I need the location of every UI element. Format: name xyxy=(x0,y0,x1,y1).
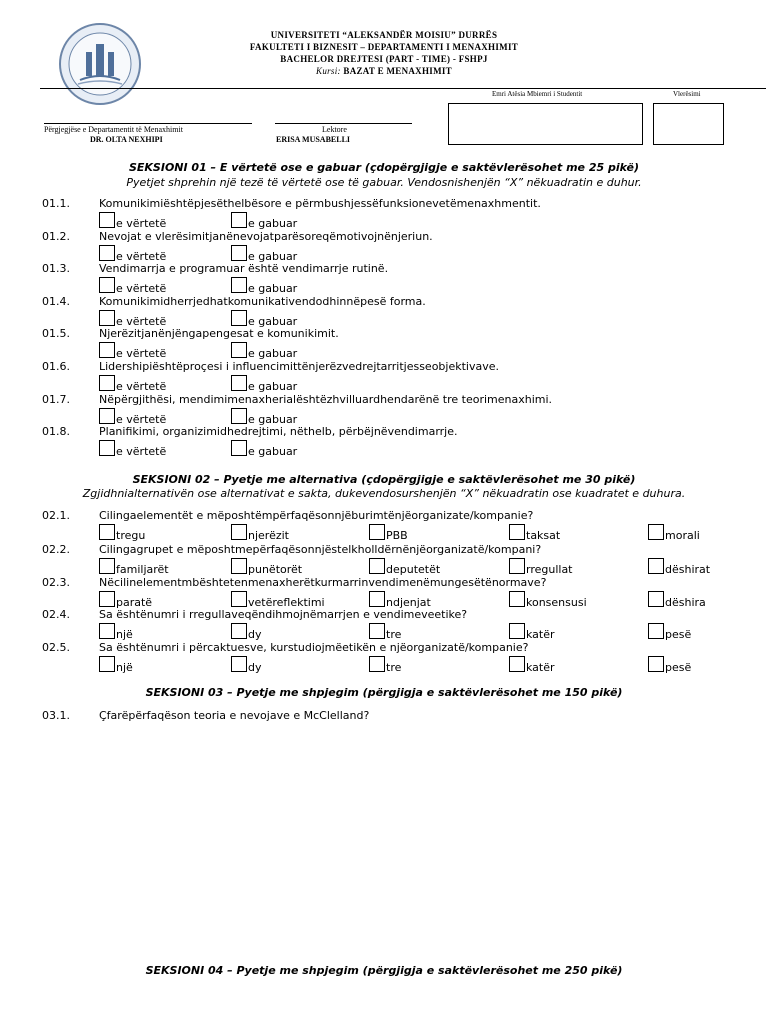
answer-options xyxy=(0,245,768,263)
checkbox[interactable] xyxy=(648,623,664,639)
section2-instructions: Zgjidhnialternativën ose alternativat e sakta, dukevendosurshenjën “X” nëkuadratin ose kuadratet e duhura. xyxy=(82,487,686,500)
option-label: dëshirat xyxy=(665,563,711,576)
answer-option[interactable] xyxy=(231,623,262,639)
question-text: Cilingaelementët e mëposhtëmpërfaqësonnjëburimtënjëorganizate/kompanie? xyxy=(99,509,534,522)
option-false[interactable] xyxy=(231,212,297,228)
university-name: UNIVERSITETI “ALEKSANDËR MOISIU” DURRËS xyxy=(270,30,498,40)
answer-option[interactable] xyxy=(99,524,145,540)
option-false[interactable] xyxy=(231,408,297,424)
checkbox[interactable] xyxy=(99,440,115,456)
option-label: dy xyxy=(248,628,262,641)
option-label: një xyxy=(116,661,133,674)
answer-options xyxy=(0,440,768,458)
checkbox[interactable] xyxy=(99,623,115,639)
checkbox[interactable] xyxy=(509,591,525,607)
answer-option[interactable] xyxy=(231,591,325,607)
option-label: pesë xyxy=(665,661,692,674)
option-label: vetëreflektimi xyxy=(248,596,325,609)
course-name: BAZAT E MENAXHIMIT xyxy=(343,66,452,76)
answer-options xyxy=(0,408,768,426)
question-number: 02.4. xyxy=(42,608,70,621)
checkbox[interactable] xyxy=(99,558,115,574)
checkbox[interactable] xyxy=(231,342,247,358)
option-label: e gabuar xyxy=(248,413,298,426)
option-label: e vërtetë xyxy=(116,217,167,230)
option-label: konsensusi xyxy=(526,596,587,609)
option-label: e vërtetë xyxy=(116,380,167,393)
answer-option[interactable] xyxy=(99,591,152,607)
checkbox[interactable] xyxy=(231,277,247,293)
option-label: e gabuar xyxy=(248,347,298,360)
section3-title: SEKSIONI 03 – Pyetje me shpjegim (përgjigja e saktëvlerësohet me 150 pikë) xyxy=(145,686,623,699)
option-label: e vërtetë xyxy=(116,445,167,458)
course-label: Kursi: xyxy=(316,66,341,76)
option-label: katër xyxy=(526,628,555,641)
checkbox[interactable] xyxy=(99,212,115,228)
answer-option[interactable] xyxy=(648,623,691,639)
question-number: 02.1. xyxy=(42,509,70,522)
answer-option[interactable] xyxy=(369,558,440,574)
option-label: dy xyxy=(248,661,262,674)
faculty-name: FAKULTETI I BIZNESIT – DEPARTAMENTI I MENAXHIMIT xyxy=(249,42,519,52)
question-text: Nëcilinelementmbështetenmenaxherëtkurmarrinvendimenëmungesëtënormave? xyxy=(99,576,547,589)
option-true[interactable] xyxy=(99,277,166,293)
option-label: njerëzit xyxy=(248,529,289,542)
question-number: 02.5. xyxy=(42,641,70,654)
checkbox[interactable] xyxy=(231,212,247,228)
answer-option[interactable] xyxy=(648,591,706,607)
answer-option[interactable] xyxy=(509,623,555,639)
checkbox[interactable] xyxy=(99,408,115,424)
question-number: 01.8. xyxy=(42,425,70,438)
checkbox[interactable] xyxy=(99,277,115,293)
option-label: e vërtetë xyxy=(116,250,167,263)
header-divider xyxy=(40,88,766,89)
answer-option[interactable] xyxy=(231,558,302,574)
answer-options xyxy=(0,310,768,328)
option-false[interactable] xyxy=(231,245,297,261)
checkbox[interactable] xyxy=(648,591,664,607)
lecturer-signature-line xyxy=(275,123,412,124)
head-name: DR. OLTA NEXHIPI xyxy=(90,135,163,144)
checkbox[interactable] xyxy=(231,375,247,391)
question-number: 01.5. xyxy=(42,327,70,340)
answer-space-03-1[interactable] xyxy=(99,726,719,956)
option-true[interactable] xyxy=(99,408,166,424)
question-text: Komunikimiështëpjesëthelbësore e përmbushjessëfunksionevetëmenaxhmentit. xyxy=(99,197,541,210)
section4-title: SEKSIONI 04 – Pyetje me shpjegim (përgjigja e saktëvlerësohet me 250 pikë) xyxy=(145,964,623,977)
answer-option[interactable] xyxy=(509,524,560,540)
option-label: katër xyxy=(526,661,555,674)
checkbox[interactable] xyxy=(231,656,247,672)
option-label: tre xyxy=(386,628,402,641)
answer-option[interactable] xyxy=(99,656,133,672)
checkbox[interactable] xyxy=(99,310,115,326)
answer-option[interactable] xyxy=(509,558,573,574)
question-number: 03.1. xyxy=(42,709,70,722)
question-number: 01.7. xyxy=(42,393,70,406)
question-number: 01.2. xyxy=(42,230,70,243)
question-text: Vendimarrja e programuar është vendimarrje rutinë. xyxy=(99,262,389,275)
checkbox[interactable] xyxy=(99,524,115,540)
checkbox[interactable] xyxy=(509,558,525,574)
answer-option[interactable] xyxy=(99,558,169,574)
checkbox[interactable] xyxy=(231,524,247,540)
checkbox[interactable] xyxy=(231,245,247,261)
question-number: 01.6. xyxy=(42,360,70,373)
answer-option[interactable] xyxy=(648,656,691,672)
checkbox[interactable] xyxy=(509,524,525,540)
option-true[interactable] xyxy=(99,342,166,358)
checkbox[interactable] xyxy=(648,558,664,574)
question-text: Komunikimidherrjedhatkomunikativendodhinnëpesë forma. xyxy=(99,295,426,308)
answer-options xyxy=(0,342,768,360)
answer-option[interactable] xyxy=(369,591,431,607)
option-false[interactable] xyxy=(231,310,297,326)
option-true[interactable] xyxy=(99,375,166,391)
answer-option[interactable] xyxy=(369,524,408,540)
checkbox[interactable] xyxy=(231,440,247,456)
option-label: rregullat xyxy=(526,563,573,576)
option-false[interactable] xyxy=(231,342,297,358)
answer-option[interactable] xyxy=(648,558,710,574)
checkbox[interactable] xyxy=(231,623,247,639)
question-text: Lidershipiështëproçesi i influencimittënjerëzvedrejtarritjesseobjektivave. xyxy=(99,360,499,373)
checkbox[interactable] xyxy=(369,558,385,574)
question-text: Planifikimi, organizimidhedrejtimi, nëthelb, përbëjnëvendimarrje. xyxy=(99,425,458,438)
question-text: Çfarëpërfaqëson teoria e nevojave e McClelland? xyxy=(99,709,370,722)
option-label: e vërtetë xyxy=(116,282,167,295)
option-label: e gabuar xyxy=(248,282,298,295)
answer-options xyxy=(0,277,768,295)
section1-instructions: Pyetjet shprehin një tezë të vërtetë ose të gabuar. Vendosnishenjën “X” nëkuadratin e duhur. xyxy=(126,176,642,189)
student-name-label: Emri Atësia Mbiemri i Studentit xyxy=(492,90,583,98)
question-number: 02.3. xyxy=(42,576,70,589)
option-label: e gabuar xyxy=(248,315,298,328)
checkbox[interactable] xyxy=(648,524,664,540)
grade-label: Vlerësimi xyxy=(673,90,701,98)
answer-option[interactable] xyxy=(99,623,133,639)
answer-option[interactable] xyxy=(509,656,555,672)
option-label: familjarët xyxy=(116,563,169,576)
checkbox[interactable] xyxy=(369,623,385,639)
checkbox[interactable] xyxy=(99,656,115,672)
head-title: Përgjegjëse e Departamentit të Menaxhimit xyxy=(44,125,183,134)
checkbox[interactable] xyxy=(369,656,385,672)
question-text: Sa ështënumri i përcaktuesve, kurstudiojmëetikën e njëorganizatë/kompanie? xyxy=(99,641,529,654)
answer-option[interactable] xyxy=(231,656,262,672)
checkbox[interactable] xyxy=(509,623,525,639)
question-text: Cilingagrupet e mëposhtmepërfaqësonnjëstelkholldërnënjëorganizatë/kompani? xyxy=(99,543,542,556)
checkbox[interactable] xyxy=(231,408,247,424)
option-label: taksat xyxy=(526,529,561,542)
option-label: ndjenjat xyxy=(386,596,431,609)
student-name-field[interactable] xyxy=(448,103,643,145)
lecturer-name: ERISA MUSABELLI xyxy=(276,135,351,144)
option-label: punëtorët xyxy=(248,563,303,576)
answer-option[interactable] xyxy=(509,591,587,607)
option-true[interactable] xyxy=(99,245,166,261)
answer-option[interactable] xyxy=(369,623,401,639)
head-signature-line xyxy=(44,123,252,124)
option-label: pesë xyxy=(665,628,692,641)
option-label: dëshira xyxy=(665,596,706,609)
checkbox[interactable] xyxy=(99,375,115,391)
question-text: Njerëzitjanënjëngapengesat e komunikimit. xyxy=(99,327,339,340)
option-label: tregu xyxy=(116,529,146,542)
checkbox[interactable] xyxy=(99,245,115,261)
checkbox[interactable] xyxy=(231,591,247,607)
option-label: deputetët xyxy=(386,563,441,576)
checkbox[interactable] xyxy=(648,656,664,672)
answer-options xyxy=(0,558,768,576)
option-label: e gabuar xyxy=(248,250,298,263)
option-label: PBB xyxy=(386,529,408,542)
option-label: tre xyxy=(386,661,402,674)
option-label: një xyxy=(116,628,133,641)
section1-title: SEKSIONI 01 – E vërtetë ose e gabuar (çdopërgjigje e saktëvlerësohet me 25 pikë) xyxy=(128,161,640,174)
grade-field[interactable] xyxy=(653,103,724,145)
answer-option[interactable] xyxy=(231,524,289,540)
question-number: 01.4. xyxy=(42,295,70,308)
program-name: BACHELOR DREJTESI (PART - TIME) - FSHPJ xyxy=(280,54,488,64)
answer-options xyxy=(0,591,768,609)
option-true[interactable] xyxy=(99,440,166,456)
option-label: e gabuar xyxy=(248,380,298,393)
checkbox[interactable] xyxy=(231,310,247,326)
option-label: e vërtetë xyxy=(116,315,167,328)
section2-title: SEKSIONI 02 – Pyetje me alternativa (çdopërgjigje e saktëvlerësohet me 30 pikë) xyxy=(132,473,636,486)
checkbox[interactable] xyxy=(509,656,525,672)
checkbox[interactable] xyxy=(99,591,115,607)
option-label: e vërtetë xyxy=(116,413,167,426)
option-false[interactable] xyxy=(231,277,297,293)
option-label: e gabuar xyxy=(248,217,298,230)
course-line xyxy=(0,66,768,76)
option-false[interactable] xyxy=(231,375,297,391)
answer-option[interactable] xyxy=(369,656,401,672)
answer-option[interactable] xyxy=(648,524,700,540)
question-text: Sa ështënumri i rregullaveqëndihmojnëmarrjen e vendimeveetike? xyxy=(99,608,468,621)
answer-options xyxy=(0,375,768,393)
answer-options xyxy=(0,524,768,542)
option-label: morali xyxy=(665,529,700,542)
option-true[interactable] xyxy=(99,212,166,228)
answer-options xyxy=(0,623,768,641)
answer-options xyxy=(0,656,768,674)
checkbox[interactable] xyxy=(369,591,385,607)
option-true[interactable] xyxy=(99,310,166,326)
question-text: Nevojat e vlerësimitjanënevojatparësoreqëmotivojnënjeriun. xyxy=(99,230,433,243)
option-label: e gabuar xyxy=(248,445,298,458)
option-false[interactable] xyxy=(231,440,297,456)
checkbox[interactable] xyxy=(369,524,385,540)
question-number: 02.2. xyxy=(42,543,70,556)
question-number: 01.1. xyxy=(42,197,70,210)
option-label: e vërtetë xyxy=(116,347,167,360)
question-number: 01.3. xyxy=(42,262,70,275)
checkbox[interactable] xyxy=(99,342,115,358)
option-label: paratë xyxy=(116,596,153,609)
answer-options xyxy=(0,212,768,230)
question-text: Nëpërgjithësi, mendimimenaxherialështëzhvilluardhendarënë tre teorimenaxhimi. xyxy=(99,393,553,406)
lecturer-title: Lektore xyxy=(322,125,347,134)
checkbox[interactable] xyxy=(231,558,247,574)
